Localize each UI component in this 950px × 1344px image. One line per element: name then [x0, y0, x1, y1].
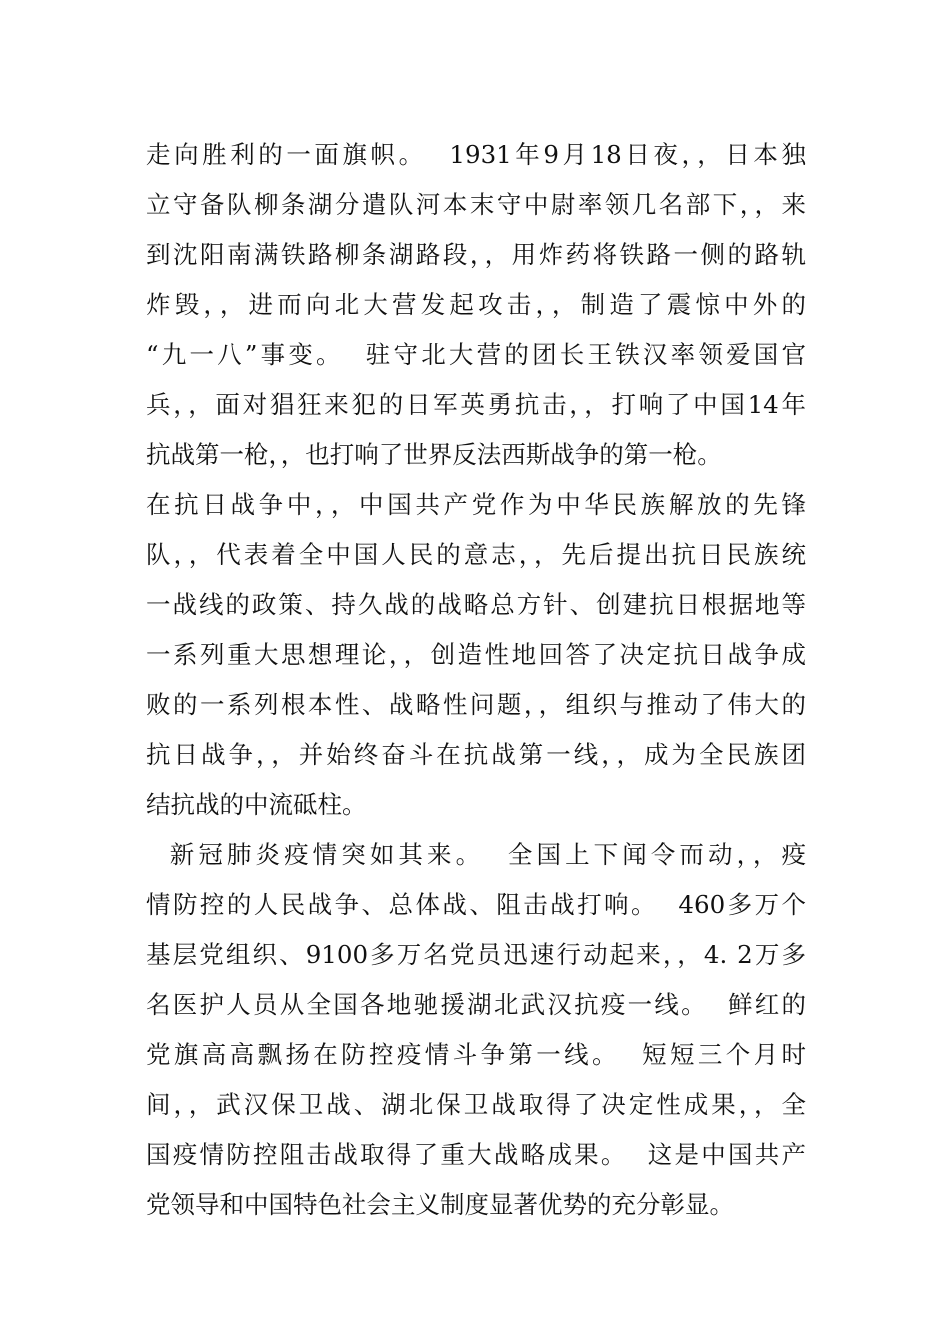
paragraph-line: 一战线的政策、持久战的战略总方针、创建抗日根据地等 [146, 590, 806, 619]
paragraph-line: 败的一系列根本性、战略性问题，，组织与推动了伟大的 [146, 690, 806, 719]
paragraph-line: 基层党组织、9100多万名党员迅速行动起来，，4. 2万多 [146, 940, 806, 969]
paragraph-line: “九一八”事变。 驻守北大营的团长王铁汉率领爱国官 [146, 340, 806, 369]
paragraph-line: 在抗日战争中，，中国共产党作为中华民族解放的先锋 [146, 490, 806, 519]
paragraph-line: 队，，代表着全中国人民的意志，，先后提出抗日民族统 [146, 540, 806, 569]
paragraph-line: 国疫情防控阻击战取得了重大战略成果。 这是中国共产 [146, 1140, 806, 1169]
paragraph-line: 党领导和中国特色社会主义制度显著优势的充分彰显。 [146, 1190, 734, 1219]
paragraph-line: 名医护人员从全国各地驰援湖北武汉抗疫一线。 鲜红的 [146, 990, 806, 1019]
paragraph-1 [146, 130, 806, 830]
paragraph-line: 兵，，面对猖狂来犯的日军英勇抗击，，打响了中国14年 [146, 390, 806, 419]
paragraph-line: 抗日战争，，并始终奋斗在抗战第一线，，成为全民族团 [146, 740, 806, 769]
paragraph-line: 抗战第一枪，，也打响了世界反法西斯战争的第一枪。 [146, 440, 722, 469]
paragraph-line: 走向胜利的一面旗帜。 1931年9月18日夜，，日本独 [146, 140, 806, 169]
paragraph-line: 新冠肺炎疫情突如其来。 全国上下闻令而动，，疫 [146, 840, 806, 869]
paragraph-line: 情防控的人民战争、总体战、阻击战打响。 460多万个 [146, 890, 806, 919]
paragraph-line: 结抗战的中流砥柱。 [146, 790, 367, 819]
paragraph-line: 间，，武汉保卫战、湖北保卫战取得了决定性成果，，全 [146, 1090, 806, 1119]
paragraph-line: 党旗高高飘扬在防控疫情斗争第一线。 短短三个月时 [146, 1040, 806, 1069]
paragraph-line: 立守备队柳条湖分遣队河本末守中尉率领几名部下，，来 [146, 190, 806, 219]
paragraph-line: 炸毁，，进而向北大营发起攻击，，制造了震惊中外的 [146, 290, 806, 319]
paragraph-2 [146, 830, 806, 1230]
paragraph-line: 到沈阳南满铁路柳条湖路段，，用炸药将铁路一侧的路轨 [146, 240, 806, 269]
paragraph-line: 一系列重大思想理论，，创造性地回答了决定抗日战争成 [146, 640, 806, 669]
